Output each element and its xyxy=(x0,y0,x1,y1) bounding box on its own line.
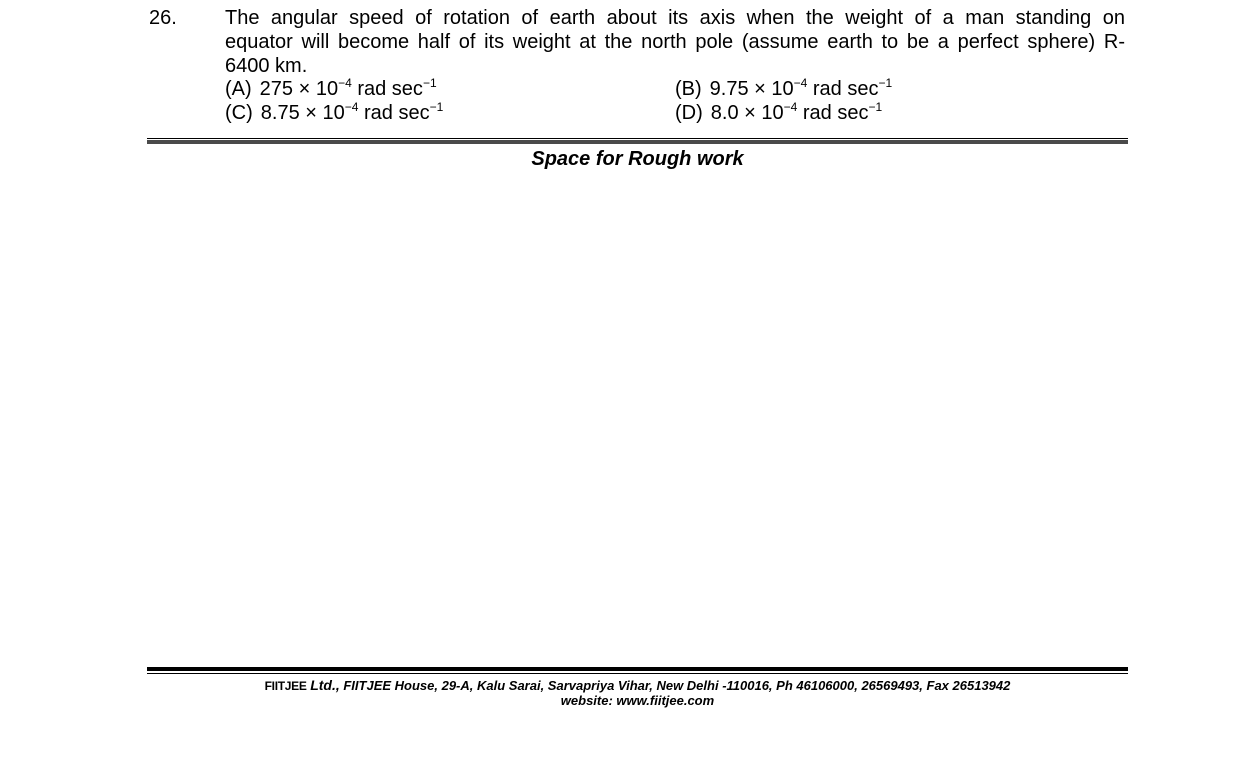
divider-bottom-thick xyxy=(147,667,1128,671)
footer-website: website: www.fiitjee.com xyxy=(560,693,715,708)
question-number: 26. xyxy=(149,7,177,29)
footer-ltd: Ltd., xyxy=(310,677,340,693)
option-exponent: −4 xyxy=(344,100,359,114)
rough-work-heading: Space for Rough work xyxy=(531,148,744,170)
option-letter: (B) xyxy=(675,78,702,100)
footer-address-line xyxy=(147,677,1128,694)
option-c xyxy=(225,101,443,127)
option-unit: rad sec xyxy=(807,78,879,100)
question-text-line: 6400 km. xyxy=(225,55,308,77)
option-unit-exponent: −1 xyxy=(422,76,437,90)
option-letter: (A) xyxy=(225,78,252,100)
option-mantissa: 8.0 × 10 xyxy=(710,102,784,124)
option-unit: rad sec xyxy=(797,102,869,124)
divider-top-thin xyxy=(147,138,1128,139)
option-unit: rad sec xyxy=(351,78,423,100)
option-exponent: −4 xyxy=(783,100,798,114)
option-unit-exponent: −1 xyxy=(429,100,444,114)
divider-top-thick xyxy=(147,140,1128,144)
option-d xyxy=(675,101,882,127)
question-text-line: The angular speed of rotation of earth about its axis when the weight of a man standing on xyxy=(225,7,1125,29)
option-mantissa: 8.75 × 10 xyxy=(260,102,345,124)
option-unit: rad sec xyxy=(358,102,430,124)
footer-address: FIITJEE House, 29-A, Kalu Sarai, Sarvapriya Vihar, New Delhi -110016, Ph 46106000, 26569493, Fax 26513942 xyxy=(343,678,1011,693)
question-text xyxy=(225,6,1125,78)
option-unit-exponent: −1 xyxy=(878,76,893,90)
option-mantissa: 275 × 10 xyxy=(259,78,339,100)
option-exponent: −4 xyxy=(338,76,352,90)
option-unit-exponent: −1 xyxy=(868,100,883,114)
option-exponent: −4 xyxy=(793,76,808,90)
divider-bottom-thin xyxy=(147,673,1128,674)
option-a xyxy=(225,77,437,103)
option-letter: (D) xyxy=(675,102,703,124)
option-mantissa: 9.75 × 10 xyxy=(709,78,794,100)
option-letter: (C) xyxy=(225,102,253,124)
footer-brand: FIITJEE xyxy=(264,679,307,693)
question-text-line: equator will become half of its weight at the north pole (assume earth to be a perfect sphere) R- xyxy=(225,31,1125,53)
